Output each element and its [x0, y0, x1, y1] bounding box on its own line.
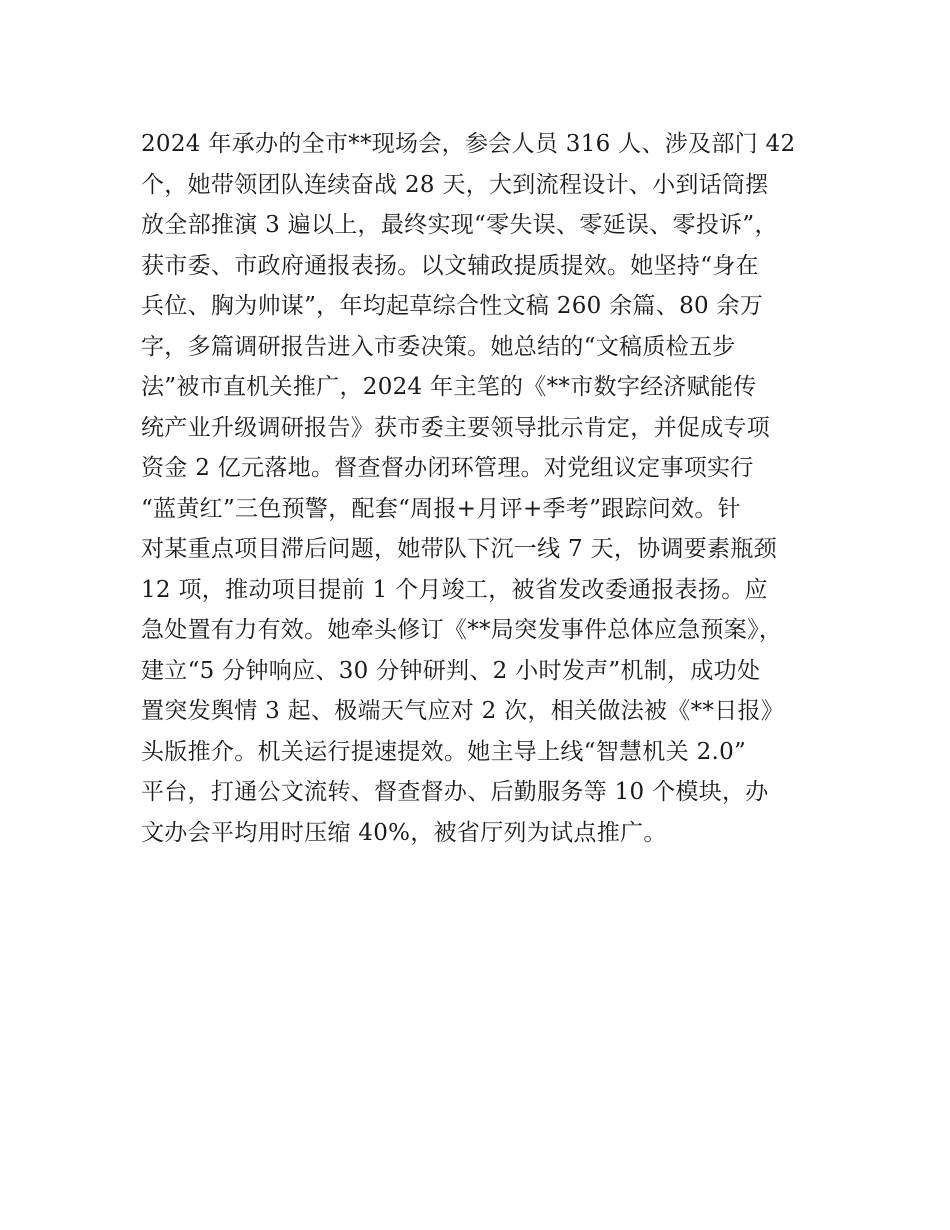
paragraph-line-5: 兵位、胸为帅谋”，年均起草综合性文稿 260 余篇、80 余万 — [141, 293, 764, 319]
paragraph-line-2: 个，她带领团队连续奋战 28 天，大到流程设计、小到话筒摆 — [141, 171, 769, 198]
paragraph-line-16: 头版推介。机关运行提速提效。她主导上线“智慧机关 2.0” — [141, 738, 747, 765]
paragraph-line-3: 放全部推演 3 遍以上，最终实现“零失误、零延误、零投诉”， — [141, 212, 778, 238]
paragraph-line-1: 2024 年承办的全市**现场会，参会人员 316 人、涉及部门 42 — [141, 131, 796, 157]
paragraph-line-9: 资金 2 亿元落地。督查督办闭环管理。对党组议定事项实行 — [141, 455, 754, 481]
paragraph-line-10: “蓝黄红”三色预警，配套“周报+月评+季考”跟踪问效。针 — [141, 495, 741, 522]
paragraph-line-11: 对某重点项目滞后问题，她带队下沉一线 7 天，协调要素瓶颈 — [141, 536, 777, 562]
body-paragraph — [141, 124, 821, 853]
paragraph-line-12: 12 项，推动项目提前 1 个月竣工，被省发改委通报表扬。应 — [141, 576, 768, 603]
paragraph-line-14: 建立“5 分钟响应、30 分钟研判、2 小时发声”机制，成功处 — [141, 657, 761, 684]
paragraph-line-13: 急处置有力有效。她牵头修订《**局突发事件总体应急预案》， — [141, 617, 783, 643]
paragraph-line-6: 字，多篇调研报告进入市委决策。她总结的“文稿质检五步 — [141, 333, 736, 360]
paragraph-line-18: 文办会平均用时压缩 40%，被省厅列为试点推广。 — [141, 819, 667, 846]
paragraph-line-17: 平台，打通公文流转、督查督办、后勤服务等 10 个模块，办 — [141, 779, 769, 805]
paragraph-line-8: 统产业升级调研报告》获市委主要领导批示肯定，并促成专项 — [141, 414, 771, 441]
paragraph-line-7: 法”被市直机关推广，2024 年主笔的《**市数字经济赋能传 — [141, 374, 757, 400]
paragraph-line-4: 获市委、市政府通报表扬。以文辅政提质提效。她坚持“身在 — [141, 252, 759, 279]
paragraph-line-15: 置突发舆情 3 起、极端天气应对 2 次，相关做法被《**日报》 — [141, 698, 785, 724]
